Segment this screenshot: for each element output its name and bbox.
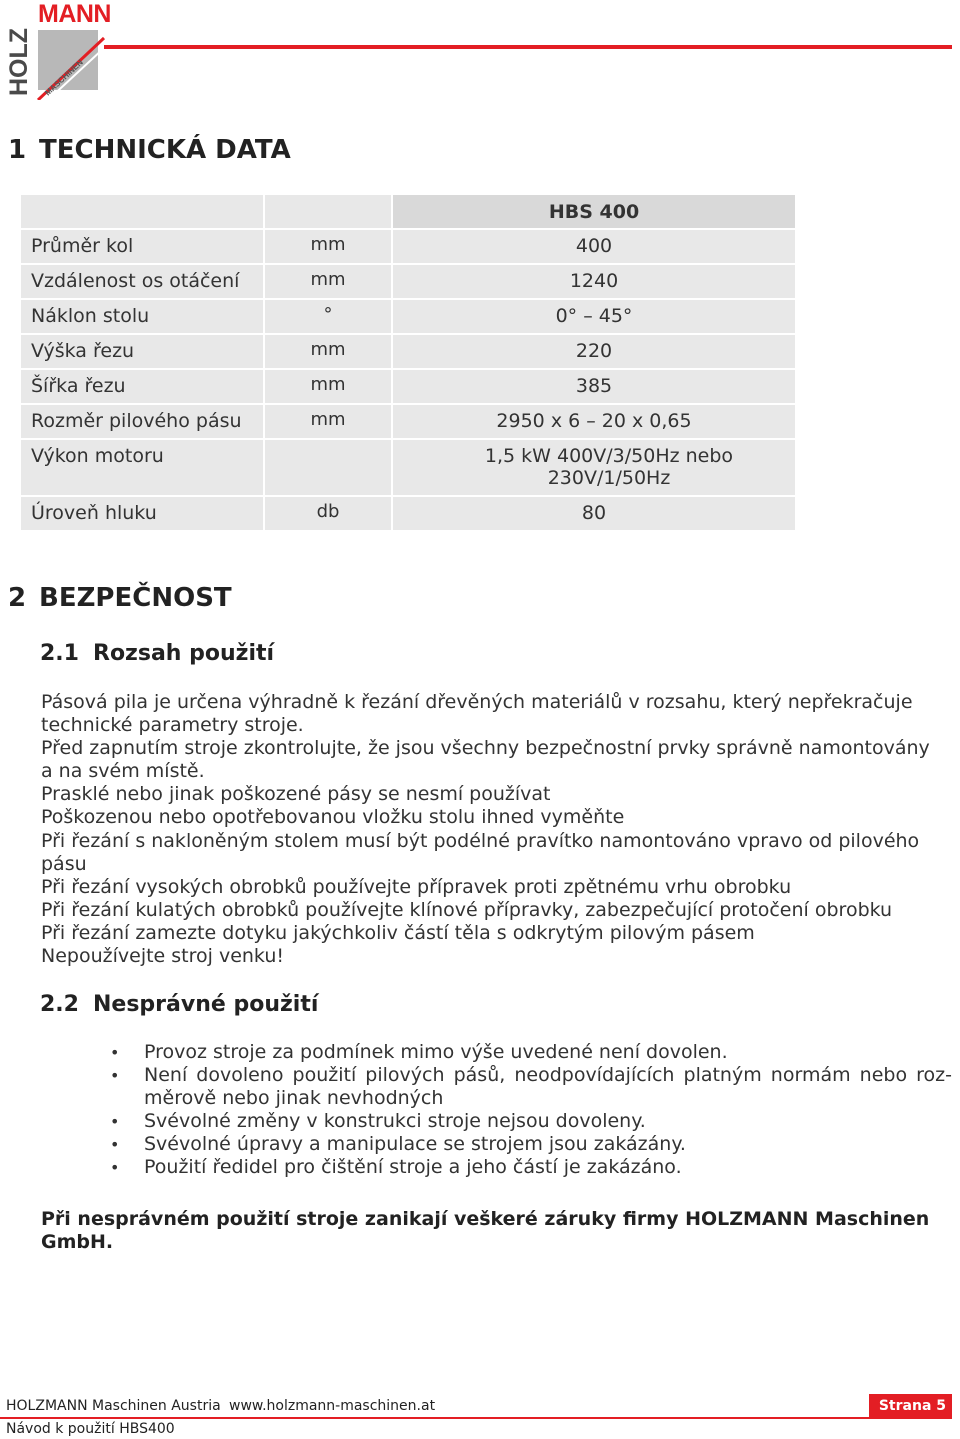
- table-row: [20, 334, 796, 369]
- list-item-text: Provoz stroje za podmínek mimo výše uvedené není dovolen.: [144, 1041, 728, 1063]
- bullet-icon: •: [110, 1043, 120, 1062]
- spec-value: 2950 x 6 – 20 x 0,65: [392, 404, 796, 439]
- list-item-text: Není dovoleno použití pilových pásů, neodpovídajících platným normám nebo roz-měrově nebo jinak nevhodných: [144, 1064, 952, 1110]
- logo-stripes-icon: [34, 24, 106, 100]
- list-item-text: Svévolné změny v konstrukci stroje nejsou dovoleny.: [144, 1110, 646, 1133]
- table-row: [20, 299, 796, 334]
- table-row: [20, 496, 796, 531]
- page-footer: [0, 1392, 960, 1439]
- section-2-2-heading: [40, 992, 318, 1017]
- list-item: [104, 1064, 952, 1110]
- paragraph: Poškozenou nebo opotřebovanou vložku stolu ihned vyměňte: [41, 806, 625, 829]
- spec-value: 385: [392, 369, 796, 404]
- spec-unit: mm: [264, 264, 392, 299]
- spec-value: 0° – 45°: [392, 299, 796, 334]
- paragraph: Nepoužívejte stroj venku!: [41, 945, 285, 968]
- warranty-warning: Při nesprávném použití stroje zanikají veškeré záruky firmy HOLZMANN Maschinen GmbH.: [41, 1208, 930, 1253]
- footer-company: HOLZMANN Maschinen Austria: [6, 1398, 221, 1414]
- paragraph: Pásová pila je určena výhradně k řezání dřevěných materiálů v rozsahu, který nepřekračuje technické parametry stroje.: [41, 691, 913, 737]
- spec-table-header-row: [20, 194, 796, 229]
- spec-label: Náklon stolu: [20, 299, 264, 334]
- spec-header-empty-1: [20, 194, 264, 229]
- holzmann-logo: [4, 0, 111, 104]
- spec-value: 1240: [392, 264, 796, 299]
- paragraph: Prasklé nebo jinak poškozené pásy se nesmí používat: [41, 783, 551, 806]
- section-2-2-title: Nesprávné použití: [93, 992, 319, 1017]
- list-item: [104, 1133, 952, 1156]
- spec-value: 220: [392, 334, 796, 369]
- bullet-icon: •: [110, 1112, 120, 1132]
- list-item-text: Použití ředidel pro čištění stroje a jeho částí je zakázáno.: [144, 1156, 682, 1179]
- section-2-1-heading: [40, 641, 274, 666]
- header-rule: [104, 45, 952, 49]
- paragraph: Při řezání s nakloněným stolem musí být podélné pravítko namontováno vpravo od pilového pásu: [41, 829, 920, 875]
- list-item: [104, 1041, 952, 1064]
- bullet-icon: •: [110, 1135, 120, 1155]
- paragraph: Při řezání kulatých obrobků používejte klínové přípravky, zabezpečující protočení obrobku: [41, 898, 893, 921]
- spec-unit: mm: [264, 404, 392, 439]
- table-row: [20, 229, 796, 264]
- logo-maschinen-text: MASCHINEN: [43, 57, 85, 98]
- section-1-number: 1: [8, 135, 27, 165]
- spec-label: Šířka řezu: [20, 369, 264, 404]
- bullet-icon: •: [110, 1158, 120, 1178]
- section-1-title: TECHNICKÁ DATA: [39, 135, 291, 165]
- paragraph: Při řezání vysokých obrobků používejte přípravek proti zpětnému vrhu obrobku: [41, 875, 792, 898]
- section-2-number: 2: [8, 583, 27, 613]
- misuse-list: [104, 1041, 952, 1180]
- spec-unit: db: [264, 496, 392, 531]
- spec-value: 1,5 kW 400V/3/50Hz nebo 230V/1/50Hz: [392, 439, 796, 496]
- section-2-1-title: Rozsah použití: [93, 641, 275, 666]
- section-2-heading: [8, 583, 232, 613]
- spec-unit: mm: [264, 229, 392, 264]
- section-2-2-number: 2.2: [40, 992, 79, 1017]
- footer-manual-title: Návod k použití HBS400: [6, 1421, 175, 1437]
- list-item: [104, 1110, 952, 1133]
- table-row: [20, 439, 796, 496]
- spec-label: Rozměr pilového pásu: [20, 404, 264, 439]
- spec-label: Vzdálenost os otáčení: [20, 264, 264, 299]
- footer-website-link[interactable]: www.holzmann-maschinen.at: [229, 1398, 436, 1414]
- list-item-text: Svévolné úpravy a manipulace se strojem jsou zakázány.: [144, 1133, 686, 1156]
- footer-rule: [0, 1417, 952, 1419]
- spec-unit: mm: [264, 369, 392, 404]
- spec-value: 80: [392, 496, 796, 531]
- table-row: [20, 264, 796, 299]
- spec-header-empty-2: [264, 194, 392, 229]
- bullet-icon: •: [110, 1066, 120, 1086]
- section-2-title: BEZPEČNOST: [39, 583, 232, 613]
- page-number-badge: Strana 5: [869, 1394, 952, 1418]
- list-item: [104, 1156, 952, 1179]
- spec-label: Průměr kol: [20, 229, 264, 264]
- table-row: [20, 404, 796, 439]
- spec-unit: mm: [264, 334, 392, 369]
- paragraph: Při řezání zamezte dotyku jakýchkoliv částí těla s odkrytým pilovým pásem: [41, 921, 755, 944]
- logo-holz-text: HOLZ: [5, 27, 33, 96]
- spec-value: 400: [392, 229, 796, 264]
- section-2-1-number: 2.1: [40, 641, 79, 666]
- spec-label: Výška řezu: [20, 334, 264, 369]
- spec-table: [19, 193, 797, 532]
- table-row: [20, 369, 796, 404]
- spec-label: Úroveň hluku: [20, 496, 264, 531]
- spec-label: Výkon motoru: [20, 439, 264, 496]
- section-1-heading: [8, 135, 291, 165]
- logo-mann-text: MANN: [38, 0, 111, 28]
- spec-unit: [264, 439, 392, 496]
- spec-model-header: HBS 400: [392, 194, 796, 229]
- usage-scope-text: [41, 691, 946, 968]
- paragraph: Před zapnutím stroje zkontrolujte, že jsou všechny bezpečnostní prvky správně namontovány a na svém místě.: [41, 737, 930, 783]
- spec-unit: °: [264, 299, 392, 334]
